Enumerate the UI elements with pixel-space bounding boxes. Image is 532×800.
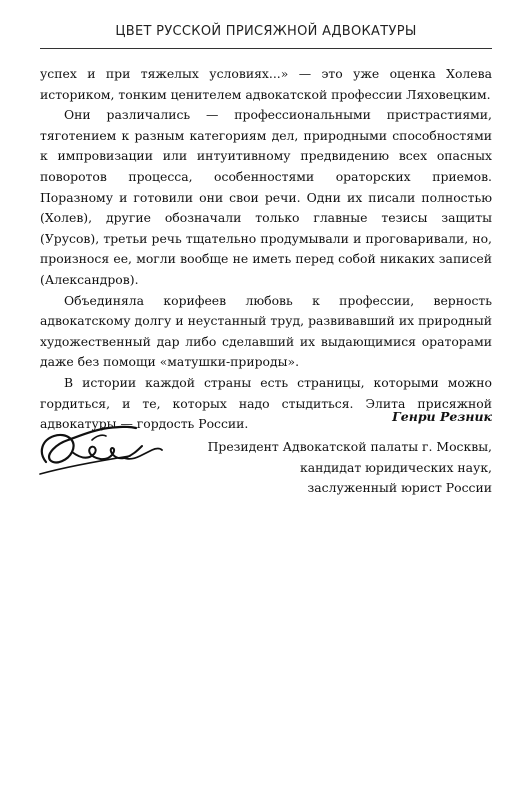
signature-icon bbox=[32, 400, 182, 490]
paragraph-continuation: успех и при тяжелых условиях...» — это уже оценка Холева историком, тонким ценителем адвокатской профессии Ляховецким. bbox=[40, 66, 492, 102]
author-name: Генри Резник bbox=[392, 409, 492, 424]
credential-line: кандидат юридических наук, bbox=[300, 459, 492, 475]
running-head: ЦВЕТ РУССКОЙ ПРИСЯЖНОЙ АДВОКАТУРЫ bbox=[115, 24, 417, 39]
body-text bbox=[40, 64, 492, 435]
author-credentials bbox=[192, 437, 492, 499]
paragraph: Объединяла корифеев любовь к профессии, верность адвокатскому долгу и неустанный труд, развивавший их природный художественный дар либо сделавший их выдающимися ораторами даже без помощи «матушки-природы». bbox=[40, 292, 492, 370]
credential-line: заслуженный юрист России bbox=[307, 480, 492, 496]
paragraph: В истории каждой страны есть страницы, которыми можно гордиться, и те, которых надо стыдиться. Элита присяжной адвокатуры — гордость России. bbox=[40, 374, 492, 432]
header-divider bbox=[40, 48, 492, 49]
paragraph: Они различались — профессиональными пристрастиями, тяготением к разным категориям дел, природными способностями к импровизации или интуитивному предвидению всех опасных поворотов процесса, особенностями ораторских приемов. Поразному и готовили они свои речи. Одни их писали полностью (Холев), другие обозначали только главные тезисы защиты (Урусов), третьи речь тщательно продумывали и проговаривали, но, произнося ее, могли вообще не иметь перед собой никаких записей (Александров). bbox=[40, 107, 492, 287]
credential-line: Президент Адвокатской палаты г. Москвы, bbox=[207, 439, 492, 454]
